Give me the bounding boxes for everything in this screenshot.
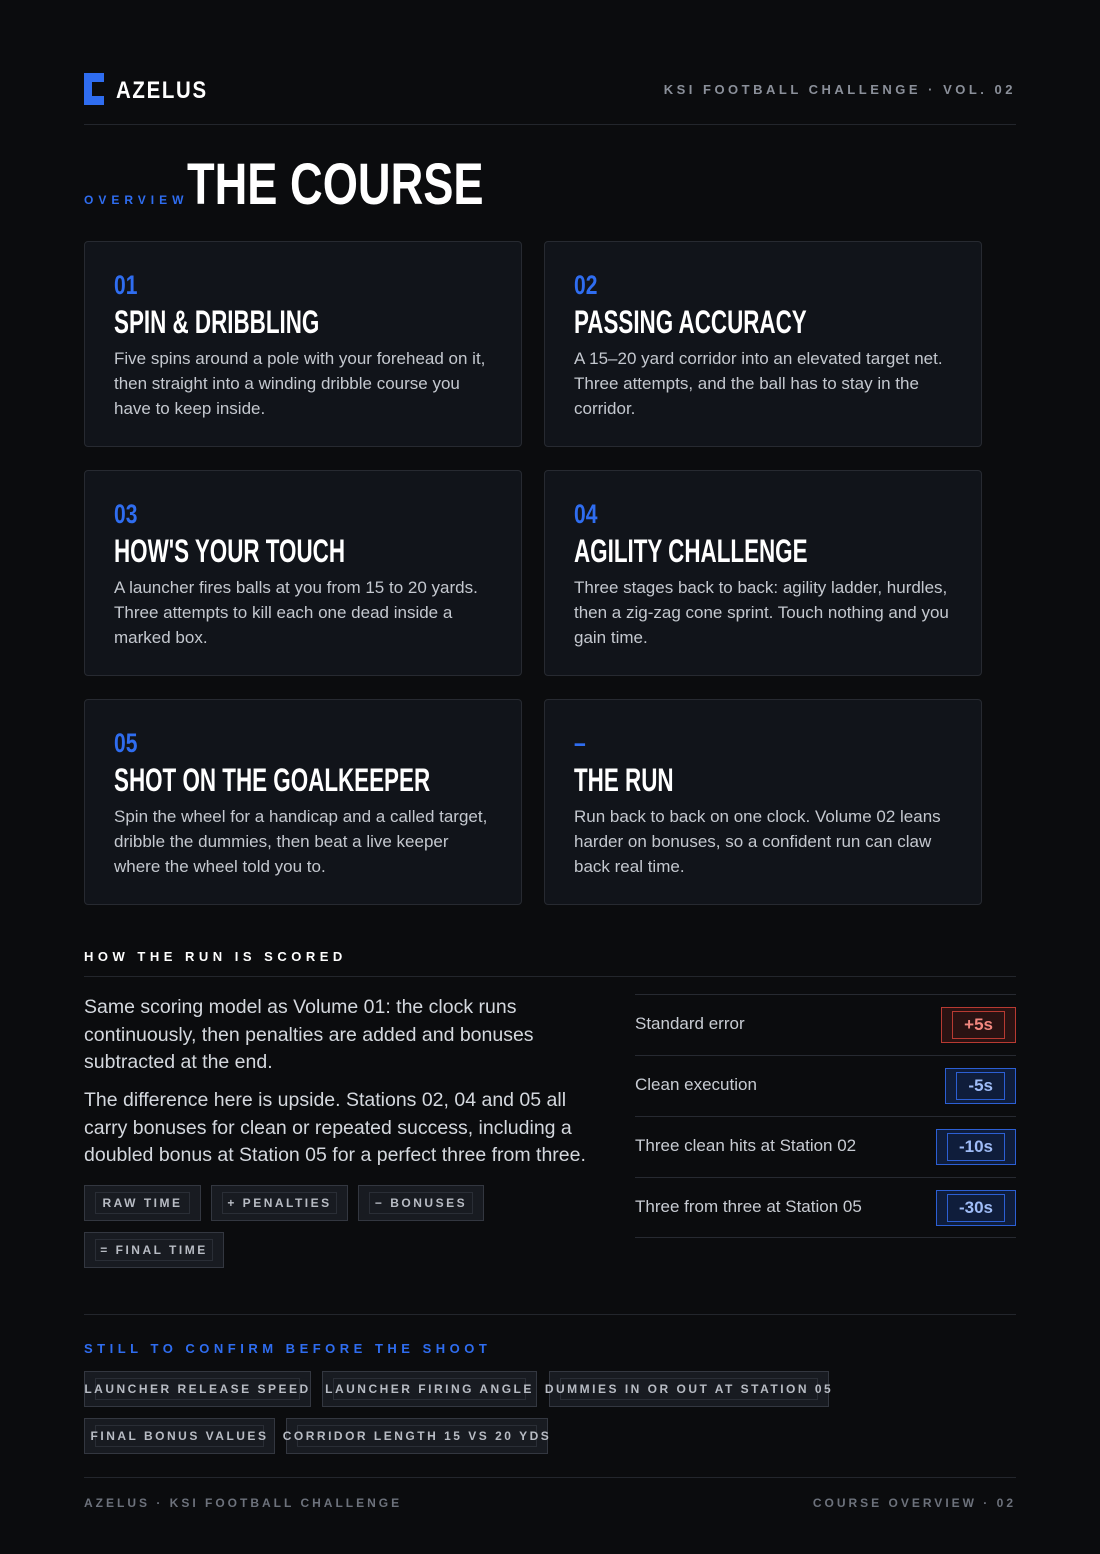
score-label: Clean execution	[635, 1075, 757, 1094]
station-card	[84, 470, 522, 676]
station-title: AGILITY CHALLENGE	[574, 533, 808, 569]
score-value: -30s	[947, 1194, 1005, 1222]
station-card	[544, 241, 982, 447]
station-number: 02	[574, 270, 598, 300]
volume-label: KSI FOOTBALL CHALLENGE · VOL. 02	[663, 82, 1016, 97]
confirm-chip-label: LAUNCHER FIRING ANGLE	[333, 1378, 526, 1400]
station-number: 01	[114, 270, 138, 300]
formula-chip	[84, 1185, 201, 1221]
station-title: THE RUN	[574, 762, 674, 798]
station-description: Spin the wheel for a handicap and a called target, dribble the dummies, then beat a live keeper where the wheel told you to.	[114, 807, 488, 876]
confirm-chip-label: LAUNCHER RELEASE SPEED	[95, 1378, 300, 1400]
score-label: Three from three at Station 05	[635, 1197, 862, 1216]
station-description: Run back to back on one clock. Volume 02 leans harder on bonuses, so a confident run can claw back real time.	[574, 807, 941, 876]
score-value-badge	[945, 1068, 1016, 1104]
station-card	[84, 241, 522, 447]
scoring-paragraph: Same scoring model as Volume 01: the clock runs continuously, then penalties are added and bonuses subtracted at the end.	[84, 996, 534, 1073]
formula-chip-label: − BONUSES	[369, 1192, 473, 1214]
score-value-badge	[941, 1007, 1016, 1043]
formula-chip-label: = FINAL TIME	[95, 1239, 213, 1261]
score-value: -5s	[956, 1072, 1005, 1100]
station-description: Three stages back to back: agility ladder, hurdles, then a zig-zag cone sprint. Touch nothing and you gain time.	[574, 578, 949, 647]
score-row	[635, 1055, 1016, 1116]
station-number: –	[574, 728, 586, 758]
station-number: 05	[114, 728, 138, 758]
score-value-badge	[936, 1129, 1016, 1165]
confirm-chip	[544, 1371, 834, 1407]
top-bar	[84, 72, 1016, 106]
station-title: HOW'S YOUR TOUCH	[114, 533, 345, 569]
formula-chip-label: + PENALTIES	[222, 1192, 337, 1214]
run-card	[544, 699, 982, 905]
station-title: PASSING ACCURACY	[574, 304, 807, 340]
score-value: -10s	[947, 1133, 1005, 1161]
header-divider	[84, 124, 1016, 125]
station-card	[84, 699, 522, 905]
station-card	[544, 470, 982, 676]
confirm-chip	[84, 1371, 311, 1407]
scoring-section-label: HOW THE RUN IS SCORED	[84, 949, 347, 964]
station-description: A 15–20 yard corridor into an elevated target net. Three attempts, and the ball has to stay in the corridor.	[574, 349, 943, 418]
footer-divider	[84, 1477, 1016, 1478]
confirm-divider	[84, 1314, 1016, 1315]
confirm-chip	[84, 1418, 275, 1454]
brand-name: AZELUS	[116, 77, 208, 104]
score-value-badge	[936, 1190, 1016, 1226]
station-number: 03	[114, 499, 138, 529]
formula-chip	[84, 1232, 224, 1268]
score-label: Standard error	[635, 1014, 745, 1033]
confirm-chip	[282, 1418, 552, 1454]
score-row	[635, 1177, 1016, 1238]
confirm-chip-label: FINAL BONUS VALUES	[95, 1425, 264, 1447]
confirm-chip-label: DUMMIES IN OR OUT AT STATION 05	[560, 1378, 818, 1400]
score-label: Three clean hits at Station 02	[635, 1136, 857, 1155]
page-title: THE COURSE	[187, 152, 484, 217]
confirm-section-label: STILL TO CONFIRM BEFORE THE SHOOT	[84, 1341, 492, 1356]
formula-chip-label: RAW TIME	[95, 1192, 190, 1214]
score-row	[635, 1116, 1016, 1177]
station-title: SHOT ON THE GOALKEEPER	[114, 762, 431, 798]
station-description: Five spins around a pole with your forehead on it, then straight into a winding dribble course you have to keep inside.	[114, 349, 486, 418]
score-value: +5s	[952, 1011, 1005, 1039]
formula-chip	[211, 1185, 348, 1221]
scoring-divider	[84, 976, 1016, 977]
footer-left: AZELUS · KSI FOOTBALL CHALLENGE	[84, 1496, 403, 1510]
formula-chip	[358, 1185, 484, 1221]
confirm-chip	[322, 1371, 537, 1407]
station-title: SPIN & DRIBBLING	[114, 304, 320, 340]
scoring-paragraph: The difference here is upside. Stations 02, 04 and 05 all carry bonuses for clean or repeated success, including a doubled bonus at Station 05 for a perfect three from three.	[84, 1089, 586, 1166]
score-row	[635, 994, 1016, 1055]
brand-logo-icon	[84, 73, 104, 105]
footer-right: COURSE OVERVIEW · 02	[812, 1496, 1016, 1510]
confirm-chip-label: CORRIDOR LENGTH 15 VS 20 YDS	[297, 1425, 537, 1447]
station-number: 04	[574, 499, 598, 529]
station-description: A launcher fires balls at you from 15 to 20 yards. Three attempts to kill each one dead inside a marked box.	[114, 578, 478, 647]
eyebrow-label: OVERVIEW	[84, 193, 189, 207]
